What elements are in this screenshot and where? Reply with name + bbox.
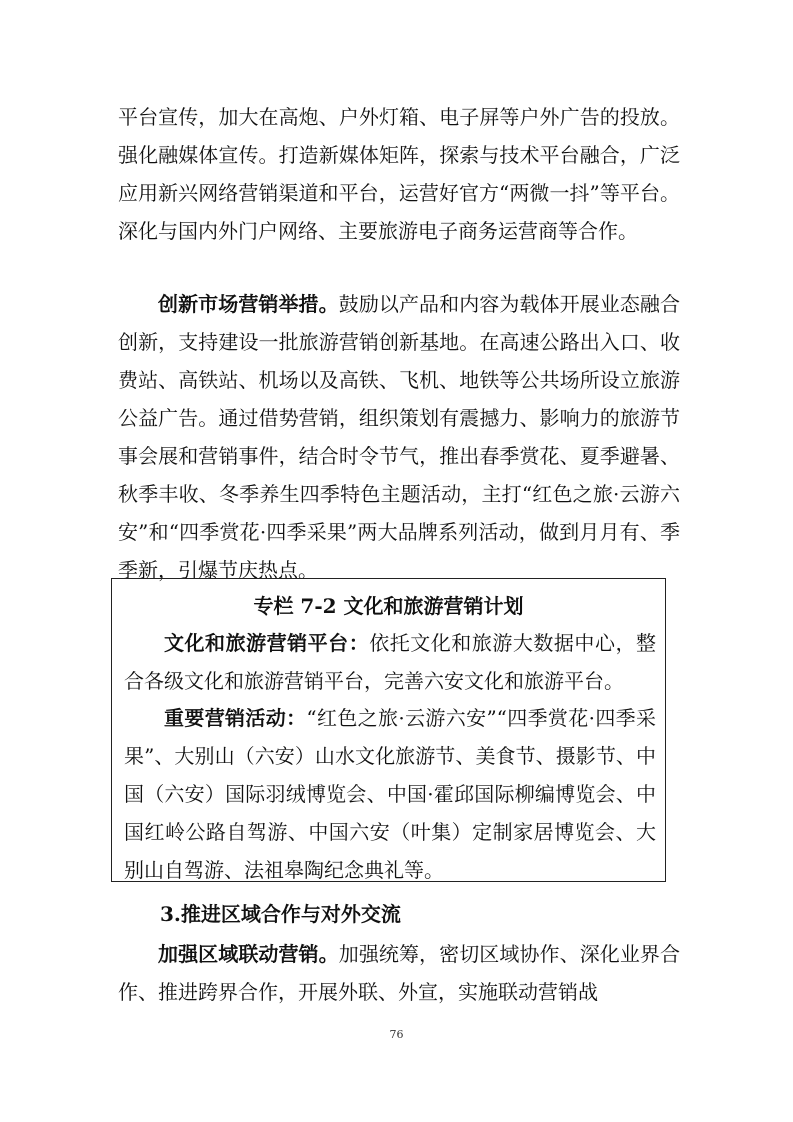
body-paragraph-regional-marketing <box>118 935 680 1011</box>
column-box-item <box>124 699 656 889</box>
column-item-heading: 文化和旅游营销平台： <box>164 631 370 655</box>
page-number: 76 <box>389 1028 404 1041</box>
section-heading: 3.推进区域合作与对外交流 <box>160 902 401 926</box>
paragraph-text: 平台宣传，加大在高炮、户外灯箱、电子屏等户外广告的投放。强化融媒体宣传。打造新媒体矩阵，探索与技术平台融合，广泛应用新兴网络营销渠道和平台，运营好官方“两微一抖”等平台。深化与国内外门户网络、主要旅游电子商务运营商等合作。 <box>118 105 680 243</box>
body-paragraph-marketing-measures <box>118 285 680 589</box>
body-paragraph-promotion <box>118 98 680 250</box>
paragraph-text: 鼓励以产品和内容为载体开展业态融合创新，支持建设一批旅游营销创新基地。在高速公路出入口、收费站、高铁站、机场以及高铁、飞机、地铁等公共场所设立旅游公益广告。通过借势营销，组织策划有震撼力、影响力的旅游节事会展和营销事件，结合时令节气，推出春季赏花、夏季避暑、秋季丰收、冬季养生四季特色主题活动，主打“红色之旅·云游六安”和“四季赏花·四季采果”两大品牌系列活动，做到月月有、季季新，引爆节庆热点。 <box>118 292 681 582</box>
column-item-text: 依托文化和旅游大数据中心，整合各级文化和旅游营销平台，完善六安文化和旅游平台。 <box>124 631 657 693</box>
column-item-heading: 重要营销活动： <box>164 706 307 730</box>
paragraph-heading: 加强区域联动营销。 <box>158 942 339 966</box>
column-box <box>111 578 666 882</box>
column-box-title: 专栏 7-2 文化和旅游营销计划 <box>253 594 524 618</box>
paragraph-heading: 创新市场营销举措。 <box>158 292 339 316</box>
paragraph-text: 加强统筹，密切区域协作、深化业界合作、推进跨界合作，开展外联、外宣，实施联动营销战 <box>118 942 681 1004</box>
column-item-text: “红色之旅·云游六安”“四季赏花·四季采果”、大别山（六安）山水文化旅游节、美食节、摄影节、中国（六安）国际羽绒博览会、中国·霍邱国际柳编博览会、中国红岭公路自驾游、中国六安（叶集）定制家居博览会、大别山自驾游、法祖皋陶纪念典礼等。 <box>124 706 657 882</box>
column-box-item <box>124 624 656 700</box>
